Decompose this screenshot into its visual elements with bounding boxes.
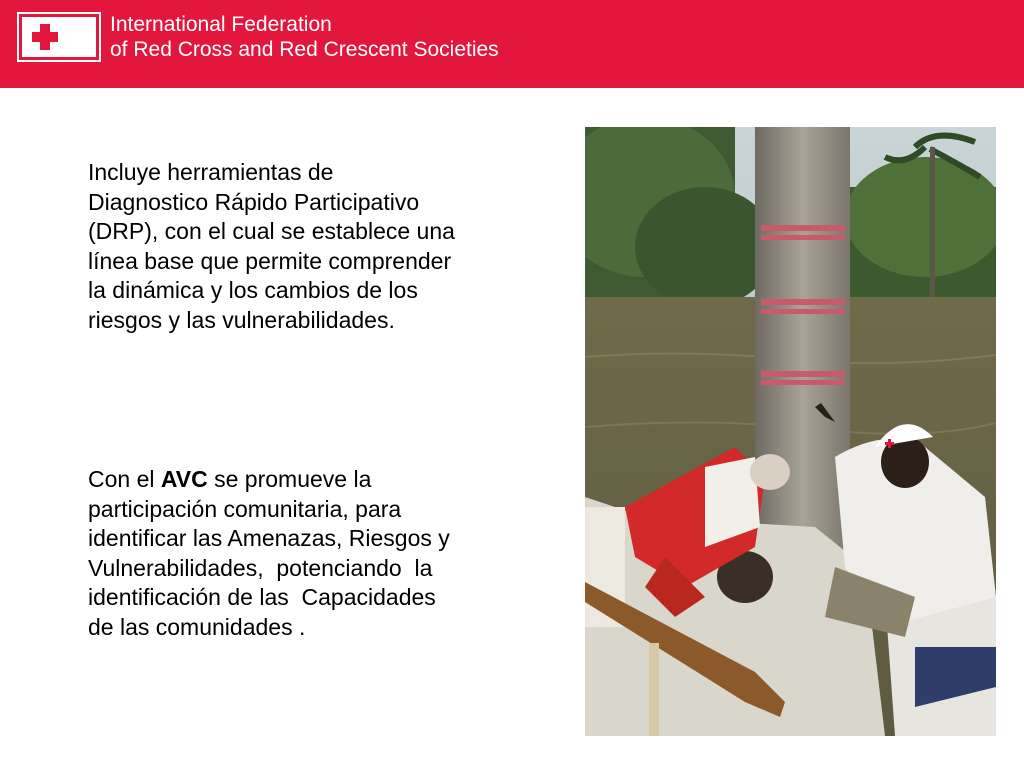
text-line: (DRP), con el cual se establece una [88, 218, 455, 245]
text-line: línea base que permite comprender [88, 247, 452, 274]
org-name-line1: International Federation [110, 13, 332, 36]
text-line [88, 465, 558, 495]
photo-illustration [585, 127, 996, 736]
photo-flood-volunteers [585, 127, 996, 736]
text-line: Vulnerabilidades, potenciando la [88, 554, 433, 581]
text-line: identificación de las Capacidades [88, 584, 436, 611]
paragraph-avc [88, 465, 558, 643]
paragraph-drp [88, 158, 558, 336]
text-line: la dinámica y los cambios de los [88, 277, 418, 304]
red-cross-crescent-icon [22, 17, 96, 57]
text-line: participación comunitaria, para [88, 495, 402, 522]
ifrc-logo [17, 12, 101, 62]
org-name-line2: of Red Cross and Red Crescent Societies [110, 38, 499, 61]
text-line: identificar las Amenazas, Riesgos y [88, 525, 450, 552]
text-suffix: se promueve la [207, 466, 372, 492]
header-bar [0, 0, 1024, 88]
text-prefix: Con el [88, 466, 161, 492]
text-line: riesgos y las vulnerabilidades. [88, 306, 395, 333]
text-line: Incluye herramientas de [88, 159, 334, 185]
organization-name [110, 12, 499, 62]
text-line: Diagnostico Rápido Participativo [88, 188, 420, 215]
avc-acronym: AVC [160, 466, 208, 492]
text-line: de las comunidades . [88, 613, 306, 640]
